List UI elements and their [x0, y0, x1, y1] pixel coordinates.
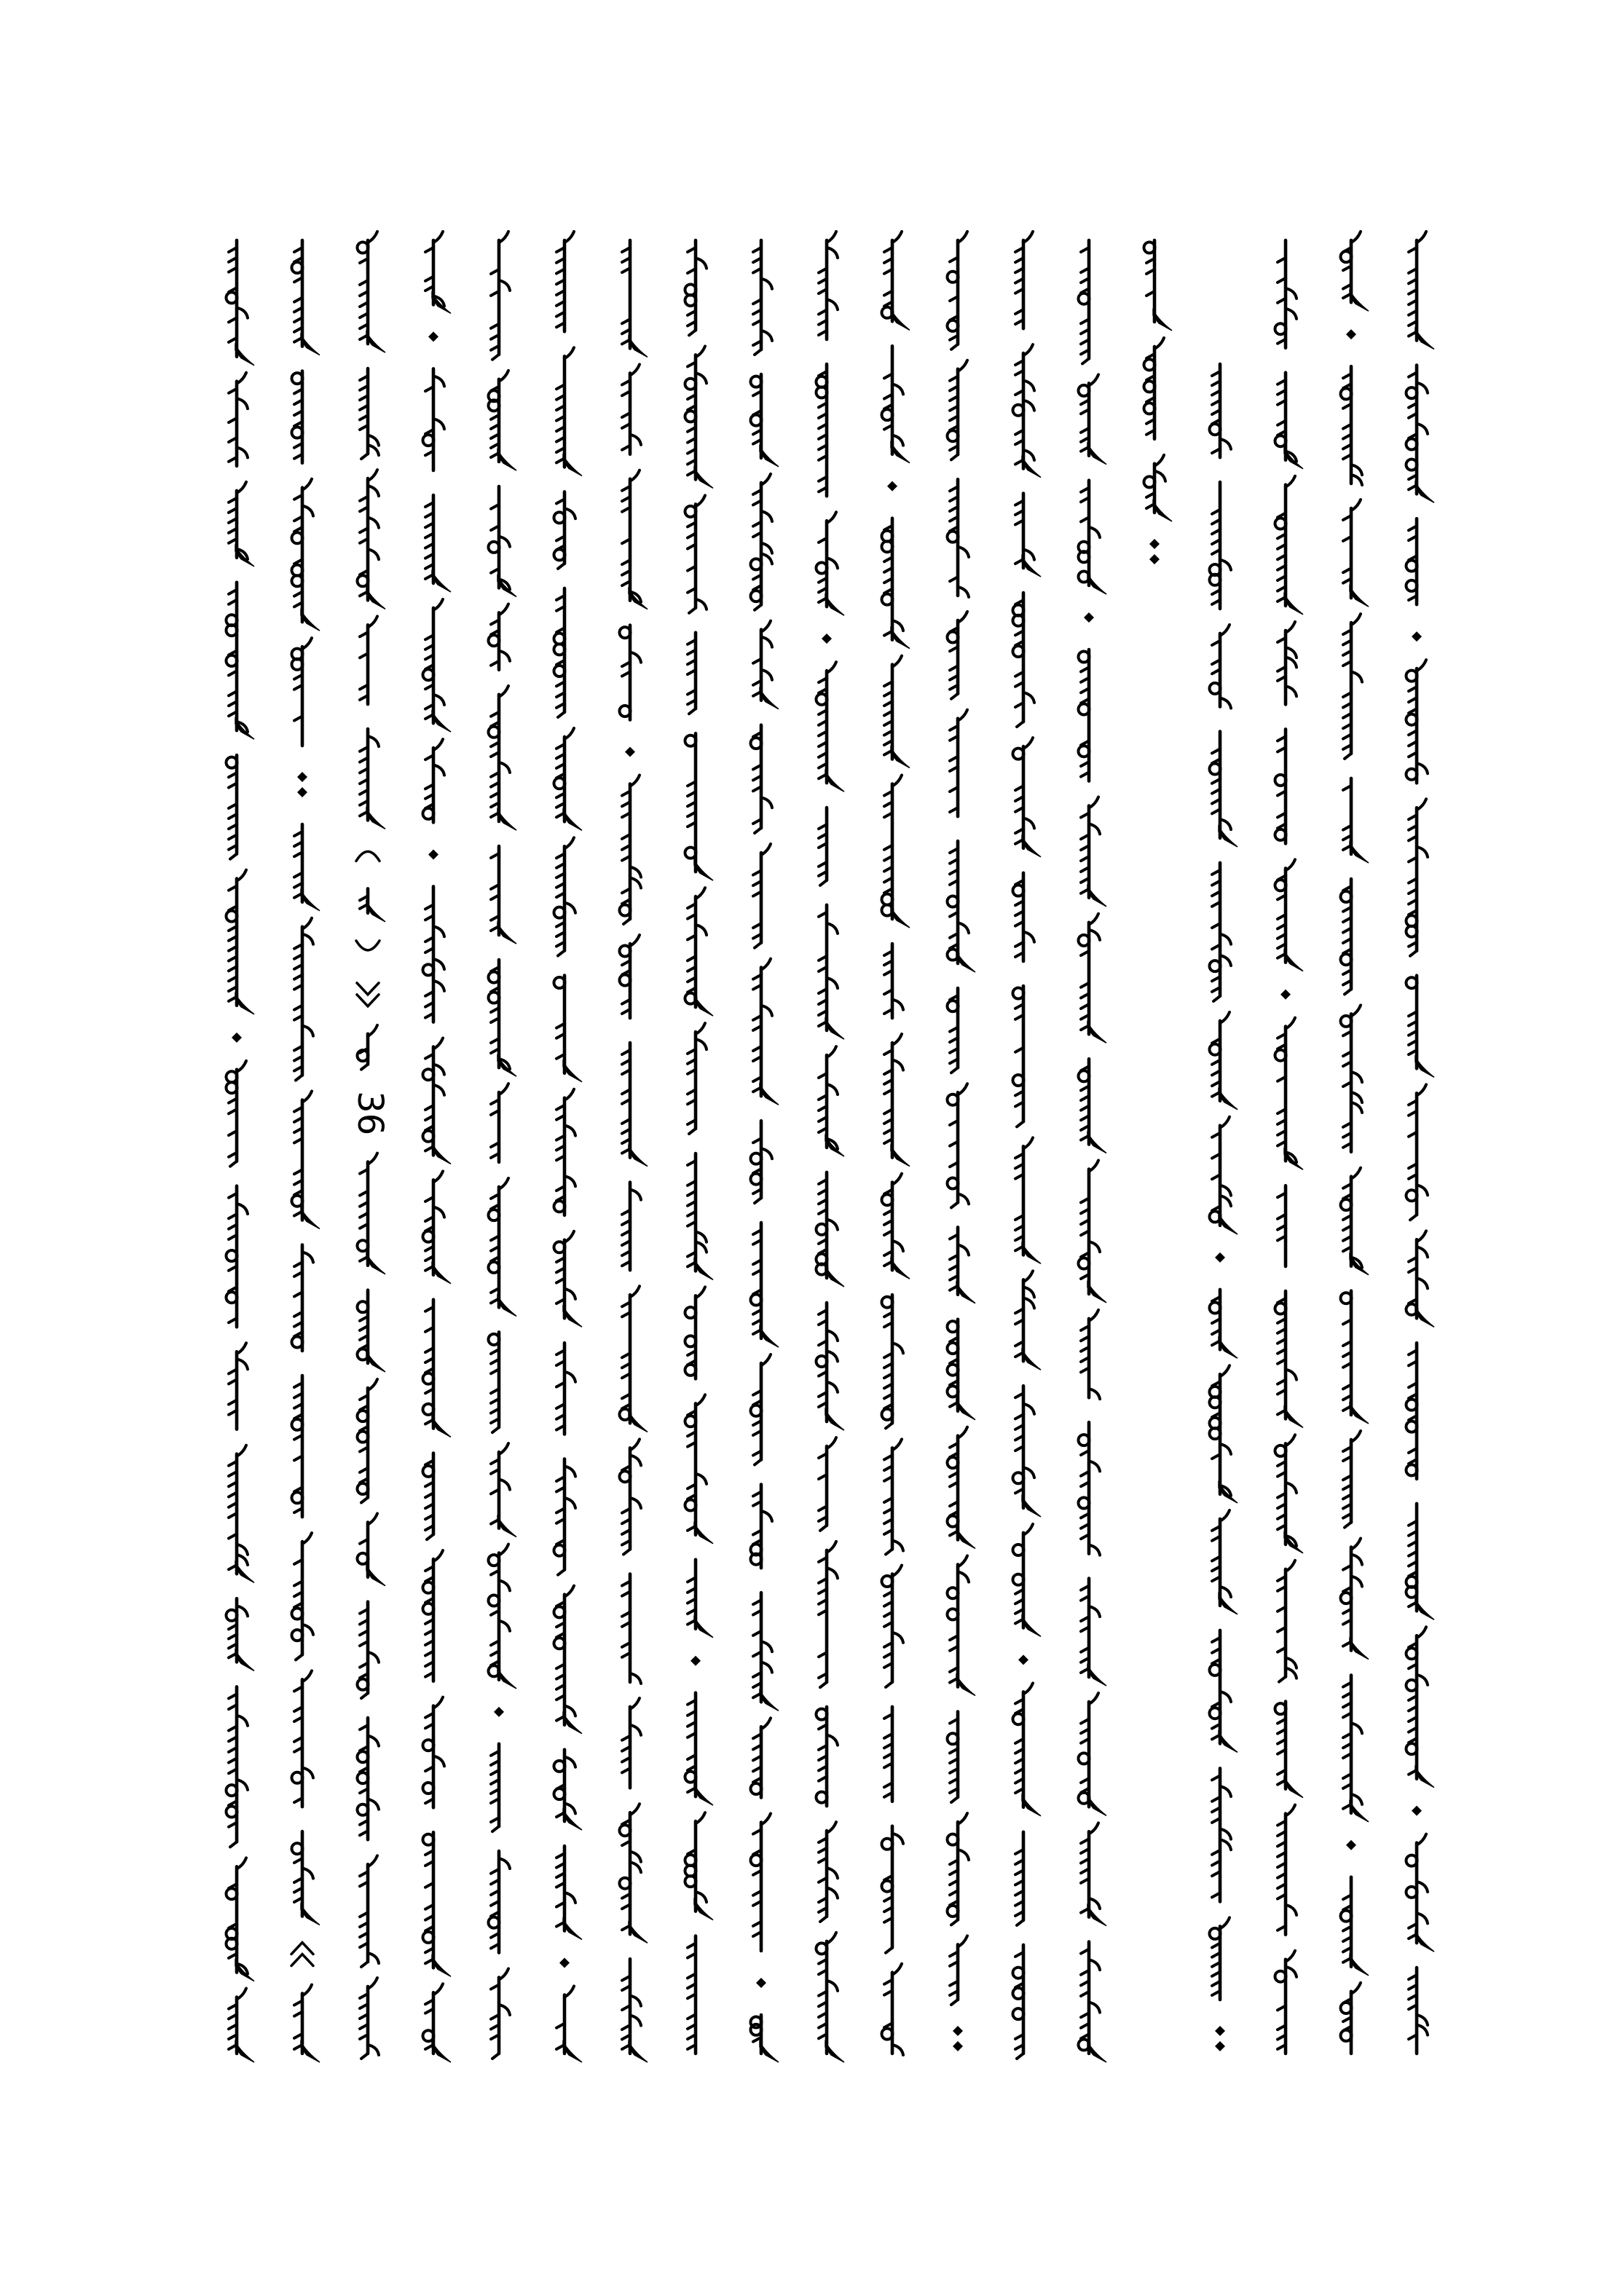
word-foot: [296, 1075, 302, 1080]
punctuation-dot: [1084, 612, 1094, 623]
word-foot: [558, 712, 564, 717]
left-quote-icon: [291, 1943, 313, 1966]
word-foot: [689, 330, 696, 335]
word-foot: [230, 1842, 237, 1847]
left-paren-icon: [356, 851, 379, 861]
text-column: [291, 240, 320, 2062]
word-foot: [361, 1497, 368, 1502]
word-foot: [689, 709, 696, 714]
word-foot: [492, 2054, 499, 2059]
punctuation-dot: [1346, 329, 1356, 339]
right-quote-icon: [357, 983, 379, 1006]
word-foot: [492, 1427, 499, 1432]
word-foot: [361, 454, 368, 459]
text-column: [554, 232, 583, 2062]
word-foot: [1345, 989, 1351, 994]
word-foot: [1279, 1677, 1286, 1682]
text-column: [489, 232, 517, 2059]
word-foot: [951, 1797, 958, 1802]
word-foot: [1345, 754, 1351, 759]
word-foot: [230, 854, 237, 859]
word-foot: [951, 694, 958, 699]
punctuation-dot: [428, 331, 438, 342]
text-column: [751, 240, 779, 2062]
text-column: [423, 232, 452, 2062]
word-foot: [361, 1962, 368, 1967]
word-foot: [1017, 1920, 1023, 1925]
word-foot: [361, 2054, 368, 2059]
word-foot: [558, 1570, 564, 1575]
word-foot: [755, 1459, 761, 1464]
text-column: [948, 232, 976, 2051]
word-foot: [951, 454, 958, 459]
text-column: [1406, 232, 1435, 2054]
word-foot: [1017, 722, 1023, 727]
word-foot: [755, 1198, 761, 1203]
punctuation-dot: [887, 481, 897, 492]
word-foot: [755, 828, 761, 833]
punctuation-dot: [1215, 2041, 1225, 2051]
word-foot: [820, 1917, 827, 1922]
word-foot: [951, 1202, 958, 1207]
word-foot: [558, 564, 564, 569]
punctuation-dot: [953, 2026, 963, 2036]
word-foot: [1345, 1523, 1351, 1528]
punctuation-dot: [1412, 631, 1422, 642]
punctuation-dot: [1149, 554, 1160, 564]
word-foot: [361, 1693, 368, 1698]
punctuation-dot: [1412, 1806, 1422, 1816]
punctuation-dot: [1215, 2026, 1225, 2036]
word-foot: [1213, 996, 1220, 1001]
volume-number: 36: [350, 1091, 390, 1136]
word-foot: [951, 2000, 958, 2005]
word-foot: [361, 1065, 368, 1070]
text-column: [882, 232, 910, 2055]
text-column: [817, 232, 845, 2062]
word-foot: [755, 943, 761, 948]
word-foot: [492, 355, 499, 360]
word-foot: [755, 350, 761, 355]
text-column: [1079, 240, 1107, 2062]
punctuation-dot: [559, 1957, 570, 1968]
text-column: [1210, 364, 1238, 2051]
word-foot: [427, 1534, 433, 1539]
text-column: [227, 240, 255, 2062]
punctuation-dot: [691, 1656, 701, 1666]
punctuation-dot: [232, 1033, 242, 1043]
punctuation-dot: [494, 1707, 504, 1717]
punctuation-dot: [625, 746, 635, 757]
punctuation-dot: [1018, 1654, 1028, 1665]
punctuation-dot: [297, 787, 307, 797]
punctuation-dot: [428, 849, 438, 859]
text-column: [1144, 240, 1173, 564]
punctuation-dot: [1149, 539, 1160, 549]
word-foot: [1410, 1215, 1417, 1220]
text-column: [350, 232, 390, 2059]
punctuation-dot: [953, 2041, 963, 2051]
text-column: [1013, 232, 1042, 2059]
text-column: [685, 240, 714, 2054]
word-foot: [1410, 951, 1417, 956]
right-paren-icon: [356, 941, 379, 950]
word-foot: [558, 950, 564, 955]
word-foot: [886, 1550, 892, 1555]
word-foot: [820, 1526, 827, 1531]
punctuation-dot: [822, 634, 832, 644]
word-foot: [623, 1550, 630, 1555]
word-foot: [951, 1920, 958, 1925]
word-foot: [623, 919, 630, 924]
punctuation-dot: [1215, 1252, 1225, 1263]
word-foot: [820, 1682, 827, 1687]
text-column: [620, 240, 648, 2062]
word-foot: [951, 1068, 958, 1073]
text-column: [1341, 232, 1369, 2054]
word-foot: [689, 608, 696, 613]
word-foot: [689, 1129, 696, 1134]
punctuation-dot: [756, 1978, 766, 1988]
punctuation-dot: [1346, 1840, 1356, 1850]
word-foot: [886, 1948, 892, 1953]
punctuation-dot: [297, 772, 307, 782]
word-foot: [755, 605, 761, 610]
word-foot: [951, 344, 958, 350]
word-foot: [886, 1682, 892, 1687]
word-foot: [492, 1826, 499, 1831]
text-column: [1275, 240, 1304, 2054]
word-foot: [296, 1654, 302, 1660]
word-foot: [886, 1423, 892, 1428]
word-foot: [1082, 358, 1089, 363]
word-foot: [230, 1161, 237, 1167]
word-foot: [820, 880, 827, 885]
word-foot: [1017, 2054, 1023, 2059]
punctuation-dot: [1280, 990, 1291, 1000]
word-foot: [1017, 1121, 1023, 1127]
